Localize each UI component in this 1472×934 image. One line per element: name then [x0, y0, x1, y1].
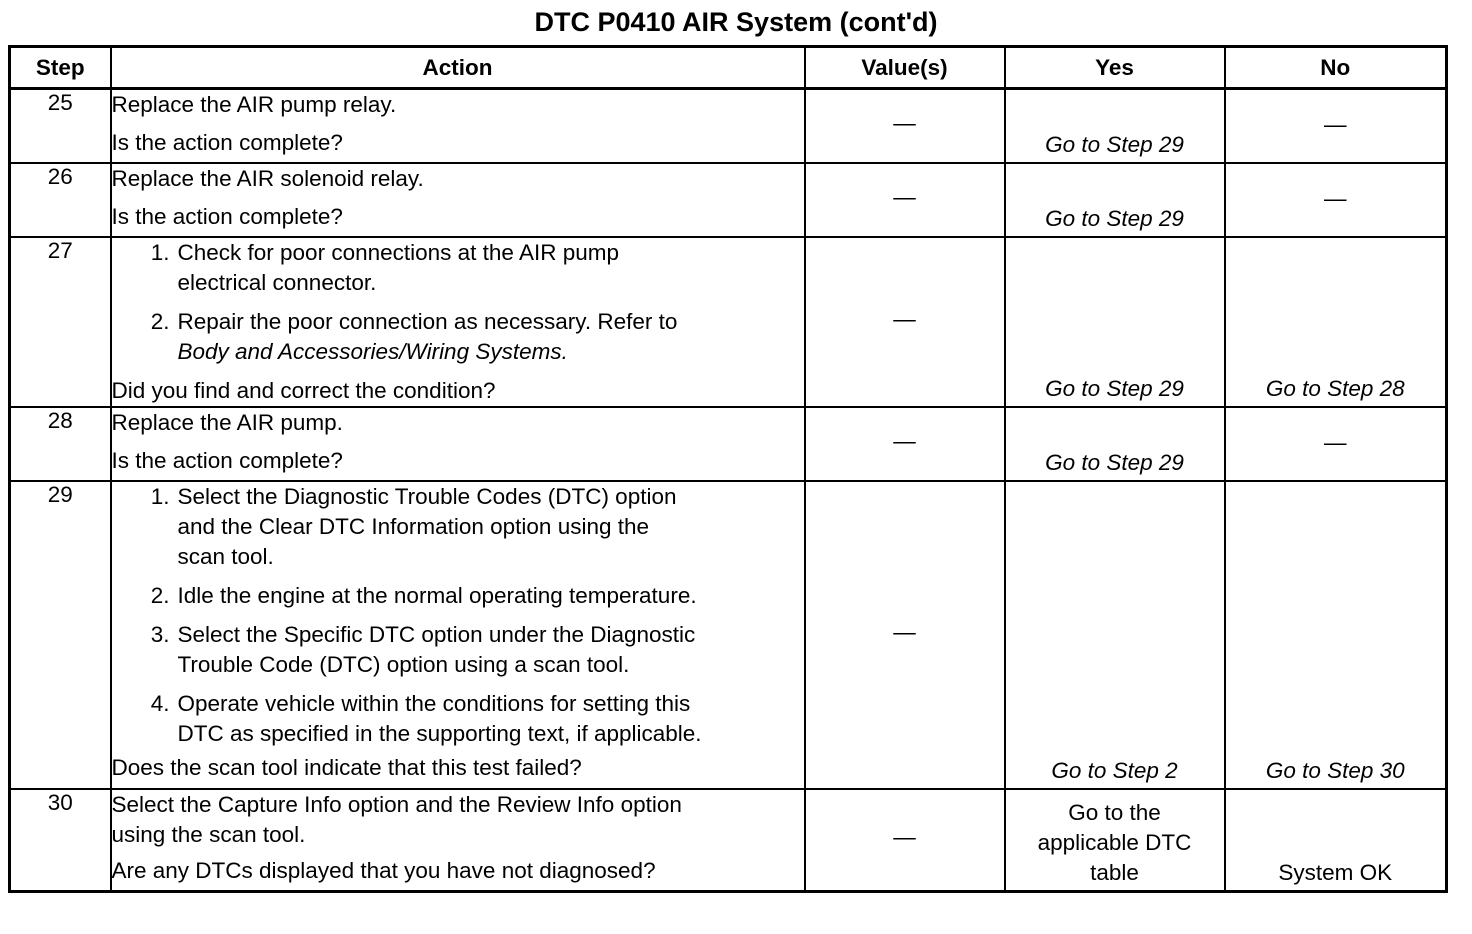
no-cell — [1225, 407, 1447, 481]
action-cell — [111, 163, 805, 237]
action-cell — [111, 789, 805, 892]
header-no: No — [1225, 47, 1447, 89]
action-cell — [111, 407, 805, 481]
no-cell — [1225, 163, 1447, 237]
list-item-line: Select the Diagnostic Trouble Codes (DTC) option — [177, 484, 677, 509]
yes-cell — [1005, 481, 1225, 789]
action-text: Select the Capture Info option and the Review Info option — [111, 792, 682, 817]
step-number: 26 — [10, 163, 111, 237]
no-cell — [1225, 237, 1447, 407]
no-text: — — [1324, 185, 1347, 211]
action-text: Replace the AIR pump. — [111, 410, 343, 435]
list-item — [112, 307, 804, 367]
list-item-number: 4 . — [138, 689, 170, 719]
yes-cell — [1005, 89, 1225, 164]
yes-text: Go to Step 29 — [1045, 376, 1184, 401]
action-list — [112, 238, 804, 367]
header-step: Step — [10, 47, 111, 89]
value-text: — — [893, 619, 916, 645]
value-cell — [805, 407, 1005, 481]
no-text: System OK — [1278, 860, 1393, 885]
value-text: — — [893, 110, 916, 136]
no-text: — — [1324, 111, 1347, 137]
list-item-number: 1 . — [138, 238, 170, 268]
list-item — [112, 620, 804, 680]
step-number: 30 — [10, 789, 111, 892]
action-question: Are any DTCs displayed that you have not diagnosed? — [111, 858, 656, 883]
list-item — [112, 482, 804, 572]
value-text: — — [893, 428, 916, 454]
table-row-step-25 — [10, 89, 1447, 164]
action-cell — [111, 237, 805, 407]
list-item-line: Operate vehicle within the conditions for setting this — [177, 691, 691, 716]
page-title: DTC P0410 AIR System (cont'd) — [534, 7, 938, 37]
list-item-line: DTC as specified in the supporting text, if applicable. — [177, 721, 702, 746]
value-cell — [805, 163, 1005, 237]
yes-text-line: applicable DTC — [1037, 830, 1192, 855]
list-item-line: scan tool. — [177, 544, 274, 569]
yes-text — [1006, 798, 1224, 888]
list-item — [112, 238, 804, 298]
action-question: Is the action complete? — [111, 204, 343, 229]
step-number: 28 — [10, 407, 111, 481]
no-text: — — [1324, 429, 1347, 455]
action-list — [112, 482, 804, 749]
list-item-line: and the Clear DTC Information option using the — [177, 514, 650, 539]
yes-text: Go to Step 29 — [1045, 132, 1184, 157]
header-values: Value(s) — [805, 47, 1005, 89]
yes-text: Go to Step 2 — [1051, 758, 1178, 783]
list-item-number: 2 . — [138, 307, 170, 337]
action-question: Did you find and correct the condition? — [111, 378, 496, 403]
step-number: 29 — [10, 481, 111, 789]
no-cell — [1225, 789, 1447, 892]
table-row-step-28 — [10, 407, 1447, 481]
table-row-step-30 — [10, 789, 1447, 892]
action-question: Is the action complete? — [111, 448, 343, 473]
no-text: Go to Step 28 — [1265, 376, 1405, 401]
action-cell — [111, 481, 805, 789]
list-item-number: 3 . — [138, 620, 170, 650]
value-cell — [805, 789, 1005, 892]
value-cell — [805, 481, 1005, 789]
table-row-step-27 — [10, 237, 1447, 407]
yes-text: Go to Step 29 — [1045, 450, 1184, 475]
action-text: Replace the AIR pump relay. — [111, 92, 397, 117]
table-row-step-29 — [10, 481, 1447, 789]
list-item-line: Select the Specific DTC option under the Diagnostic — [177, 622, 696, 647]
list-item-line: Repair the poor connection as necessary. Refer to — [177, 309, 678, 334]
list-item-line: Trouble Code (DTC) option using a scan tool. — [177, 652, 630, 677]
action-text: Replace the AIR solenoid relay. — [111, 166, 424, 191]
list-item — [112, 581, 804, 611]
value-text: — — [893, 824, 916, 850]
list-item-line: Check for poor connections at the AIR pump — [177, 240, 619, 265]
value-text: — — [893, 306, 916, 332]
list-item-reference: Body and Accessories/Wiring Systems. — [177, 339, 568, 364]
yes-text-line: table — [1090, 860, 1139, 885]
yes-cell — [1005, 163, 1225, 237]
yes-cell — [1005, 407, 1225, 481]
yes-cell — [1005, 237, 1225, 407]
no-cell — [1225, 481, 1447, 789]
action-text: using the scan tool. — [111, 822, 306, 847]
no-cell — [1225, 89, 1447, 164]
list-item-line: Idle the engine at the normal operating temperature. — [177, 583, 697, 608]
list-item — [112, 689, 804, 749]
yes-text-line: Go to the — [1068, 800, 1161, 825]
list-item-number: 2 . — [138, 581, 170, 611]
list-item-line: electrical connector. — [177, 270, 377, 295]
action-question: Is the action complete? — [111, 130, 343, 155]
no-text: Go to Step 30 — [1265, 758, 1405, 783]
yes-cell — [1005, 789, 1225, 892]
value-text: — — [893, 184, 916, 210]
header-action: Action — [111, 47, 805, 89]
step-number: 27 — [10, 237, 111, 407]
step-number: 25 — [10, 89, 111, 164]
table-row-step-26 — [10, 163, 1447, 237]
header-row — [10, 47, 1447, 89]
action-cell — [111, 89, 805, 164]
value-cell — [805, 89, 1005, 164]
yes-text: Go to Step 29 — [1045, 206, 1184, 231]
value-cell — [805, 237, 1005, 407]
action-question: Does the scan tool indicate that this test failed? — [111, 755, 582, 780]
diagnostic-table — [8, 45, 1448, 893]
header-yes: Yes — [1005, 47, 1225, 89]
list-item-number: 1 . — [138, 482, 170, 512]
